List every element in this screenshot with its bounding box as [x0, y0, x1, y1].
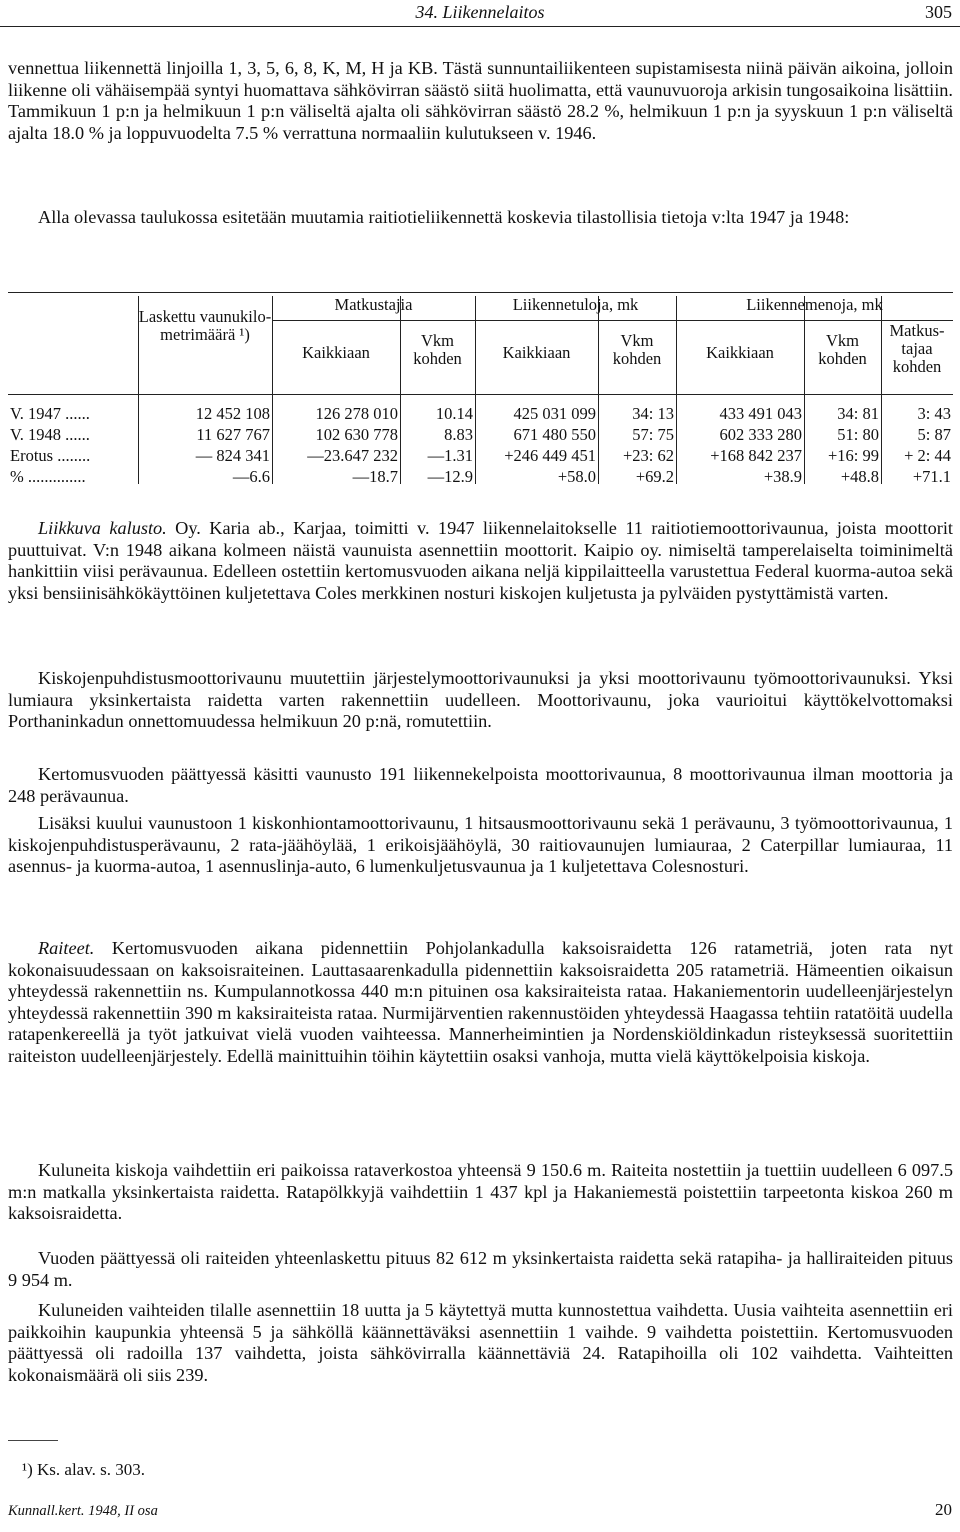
paragraph: Kiskojenpuhdistusmoottorivaunu muutettiin järjestelymoottorivaunuksi ja yksi moottorivaunu työmoottorivaunuksi. Yksi lumiaura yksinkertaista raidetta varten rakennettiin uudelleen. Moottorivaunu, joka vaurioitui käyttökelvottomaksi Porthaninkadun onnettomuudessa helmikuun 20 p:nä, romutettiin. — [8, 668, 953, 731]
table-row — [8, 467, 953, 489]
row-label: Erotus ........ — [10, 446, 91, 465]
paragraph-text: Oy. Karia ab., Karjaa, toimitti v. 1947 liikennelaitokselle 11 raitiotiemoottorivaunua, joista moottorit puuttuivat. V:n 1948 aikana kolmeen näistä vaunuista asennettiin moottorit. Kaipio oy. nimiseltä tamperelaiselta toiminimeltä hankittiin viisi perävaunua. Edelleen ostettiin kertomusvuoden aikana neljä kippilaitteella varustettua Federal kuorma-autoa sekä yksi bensiinisähkökäyttöinen kuljetettava Coles merkkinen nosturi kiskojen kuljetusta ja pylväiden pystyttämistä varten. — [8, 518, 953, 603]
footnote: ¹) Ks. alav. s. 303. — [22, 1460, 145, 1479]
page-number: 305 — [925, 2, 952, 22]
cell-inc-vkm: 57: 75 — [632, 425, 674, 444]
header-kaikkiaan: Kaikkiaan — [706, 343, 774, 362]
cell-inc-total: +58.0 — [557, 467, 596, 486]
cell-km: — 824 341 — [195, 446, 270, 465]
cell-pass-vkm: —12.9 — [427, 467, 473, 486]
paragraph-intro: vennettua liikennettä linjoilla 1, 3, 5, 6, 8, K, M, H ja KB. Tästä sunnuntailiikenteen supistamisesta niinä päivän aikoina, jolloin liikenne oli vähäisempää syntyi huomattava sähkövirran säästö siitä huolimatta, että vaunuvuoroja arkisin tungosaikoina lisättiin. Tammikuun 1 p:n ja helmikuun 1 p:n väliseltä ajalta oli sähkövirran säästö 28.2 %, helmikuun 1 p:n ja syyskuun 1 p:n väliseltä ajalta 18.0 % ja loppuvuodelta 7.5 % verrattuna normaaliin kulutukseen v. 1946. — [8, 58, 953, 143]
signature-number: 20 — [935, 1500, 952, 1519]
cell-inc-total: 671 480 550 — [513, 425, 596, 444]
cell-pass-total: 102 630 778 — [315, 425, 398, 444]
cell-exp-total: 433 491 043 — [719, 404, 802, 423]
cell-exp-vkm: 51: 80 — [837, 425, 879, 444]
header-vkm-kohden: Vkm kohden — [413, 331, 462, 368]
cell-exp-vkm: +48.8 — [840, 467, 879, 486]
cell-exp-pass: 5: 87 — [917, 425, 951, 444]
row-label: V. 1948 ...... — [10, 425, 90, 444]
statistics-table — [8, 284, 953, 494]
header-kaikkiaan: Kaikkiaan — [502, 343, 571, 362]
cell-km: 12 452 108 — [195, 404, 270, 423]
cell-inc-vkm: +23: 62 — [622, 446, 674, 465]
cell-pass-vkm: 8.83 — [444, 425, 473, 444]
header-matkustajia: Matkustajia — [334, 295, 413, 314]
paragraph-table-intro: Alla olevassa taulukossa esitetään muutamia raitiotieliikennettä koskevia tilastollisia tietoja v:lta 1947 ja 1948: — [38, 207, 850, 227]
chapter-title: 34. Liikennelaitos — [415, 2, 545, 22]
header-vkm-kohden: Vkm kohden — [612, 331, 662, 368]
cell-pass-vkm: 10.14 — [435, 404, 473, 423]
section-heading: Raiteet. — [38, 938, 95, 958]
paragraph: Kuluneiden vaihteiden tilalle asennettiin 18 uutta ja 5 käytettyä mutta kunnostettua vaihdetta. Uusia vaihteita asennettiin eri paikkoihin kaupunkia yhteensä 5 ja sähköllä käännettäväksi asennettiin 1 vaihde. 9 vaihdetta poistettiin. Kertomusvuoden päättyessä oli radoilla 137 vaihdetta, joista sähkövirralla käännettäviä 24. Ratapihoilla oli 102 vaihdetta. Vaihteitten kokonaismäärä oli siis 239. — [8, 1300, 953, 1385]
cell-inc-vkm: +69.2 — [635, 467, 674, 486]
cell-pass-vkm: —1.31 — [427, 446, 473, 465]
footnote-rule — [8, 1440, 58, 1441]
header-matkustajaa-kohden: Matkus- tajaa kohden — [889, 321, 945, 376]
cell-exp-vkm: +16: 99 — [827, 446, 879, 465]
cell-pass-total: —18.7 — [352, 467, 398, 486]
cell-km: 11 627 767 — [196, 425, 270, 444]
cell-km: —6.6 — [232, 467, 270, 486]
table-row — [8, 446, 953, 468]
table-top-rule — [8, 292, 953, 293]
cell-exp-total: 602 333 280 — [719, 425, 802, 444]
cell-pass-total: 126 278 010 — [315, 404, 398, 423]
row-label: V. 1947 ...... — [10, 404, 90, 423]
paragraph: Vuoden päättyessä oli raiteiden yhteenlaskettu pituus 82 612 m yksinkertaista raidetta sekä ratapiha- ja halliraiteiden pituus 9 954 m. — [8, 1248, 953, 1290]
header-liikennemenoja: Liikennemenoja, mk — [746, 295, 883, 314]
cell-inc-total: +246 449 451 — [504, 446, 596, 465]
paragraph-raiteet — [8, 938, 953, 1067]
section-heading: Liikkuva kalusto. — [38, 518, 167, 538]
cell-exp-pass: 3: 43 — [917, 404, 951, 423]
cell-exp-total: +38.9 — [763, 467, 802, 486]
table-header-rule — [8, 394, 953, 395]
cell-exp-vkm: 34: 81 — [837, 404, 879, 423]
header-laskettu: Laskettu vaunukilo- metrimäärä ¹) — [138, 307, 272, 344]
running-header — [0, 0, 960, 27]
header-vkm-kohden: Vkm kohden — [818, 331, 867, 368]
header-liikennetuloja: Liikennetuloja, mk — [512, 295, 639, 314]
paragraph: Kertomusvuoden päättyessä käsitti vaunusto 191 liikennekelpoista moottorivaunua, 8 moottorivaunua ilman moottoria ja 248 perävaunua. — [8, 764, 953, 806]
cell-exp-total: +168 842 237 — [710, 446, 802, 465]
paragraph: Lisäksi kuului vaunustoon 1 kiskonhiontamoottorivaunu, 1 hitsausmoottorivaunu sekä 1 perävaunu, 3 työmoottorivaunua, 1 kiskojenpuhdistusperävaunu, 2 rata-jäähöylää, 1 erikoisjäähöylä, 30 raitiovaunujen lumiauraa, 2 Caterpillar lumiauraa, 11 asennus- ja kuorma-autoa, 1 asennuslinja-auto, 6 lumenkuljetusvaunua ja 1 kuljetettava Colesnosturi. — [8, 813, 953, 876]
cell-inc-vkm: 34: 13 — [632, 404, 674, 423]
table-row — [8, 404, 953, 426]
cell-pass-total: —23.647 232 — [307, 446, 398, 465]
paragraph-text: Kertomusvuoden aikana pidennettiin Pohjolankadulla kaksoisraidetta 126 ratametriä, joten rata nyt kokonaisuudessaan on kaksoisraiteinen. Lauttasaarenkadulla pidennettiin kaksoisraidetta 205 ratametriä. Hämeentien oikaisun yhteydessä rakennettiin ns. Kumpulannotkossa 440 m:n pituinen osa kaksiraiteista rataa. Hakaniementorin uudelleenjärjestelyn yhteydessä rakennettiin 390 m kaksiraiteista rataa. Nurmijärventien rakennustöiden yhteydessä Haagassa tehtiin ratatöitä uudella ratapenkereellä ja työt jatkuivat vielä vuoden vaihteessa. Mannerheimintien ja Nordenskiöldinkadun risteyksessä suoritettiin raiteiston uudelleenjärjestely. Edellä mainittuihin töihin käytettiin osaksi vanhoja, mutta vielä käyttökelpoisia kiskoja. — [8, 938, 953, 1066]
row-label: % .............. — [10, 467, 86, 486]
cell-exp-pass: + 2: 44 — [904, 446, 951, 465]
cell-inc-total: 425 031 099 — [513, 404, 596, 423]
group-rule — [475, 320, 676, 321]
header-kaikkiaan: Kaikkiaan — [302, 343, 370, 362]
paragraph: Kuluneita kiskoja vaihdettiin eri paikoissa rataverkostoa yhteensä 9 150.6 m. Raiteita nostettiin ja tuettiin uudelleen 6 097.5 m:n matkalla yksinkertaista raidetta. Ratapölkkyjä vaihdettiin 1 437 kpl ja Hakaniemestä poistettiin tarpeetonta kiskoa 260 m kaksoisraidetta. — [8, 1160, 953, 1223]
group-rule — [272, 320, 475, 321]
publication-note: Kunnall.kert. 1948, II osa — [8, 1503, 158, 1519]
cell-exp-pass: +71.1 — [912, 467, 951, 486]
table-row — [8, 425, 953, 447]
paragraph-liikkuva-kalusto — [8, 518, 953, 604]
